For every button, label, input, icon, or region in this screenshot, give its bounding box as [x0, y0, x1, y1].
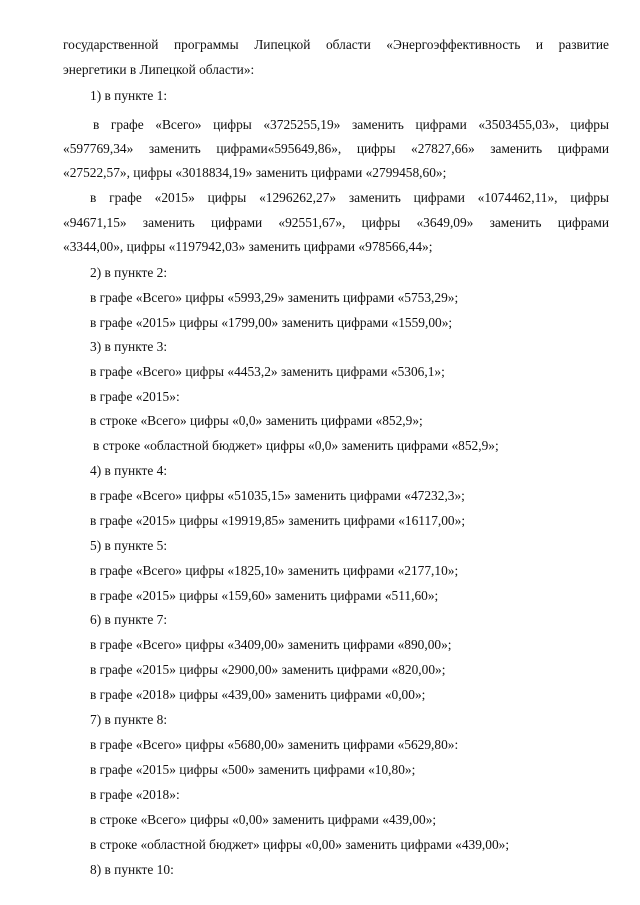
text-line: 5) в пункте 5:: [90, 538, 168, 553]
text-line: в графе «Всего» цифры «1825,10» заменить цифрами «2177,10»;: [90, 563, 459, 578]
text-line: в строке «Всего» цифры «0,00» заменить цифрами «439,00»;: [90, 812, 437, 827]
text-line: 7) в пункте 8:: [90, 712, 168, 727]
text-line: 6) в пункте 7:: [90, 612, 168, 627]
text-line: в графе «2015» цифры «1799,00» заменить цифрами «1559,00»;: [90, 315, 453, 330]
text-line: в графе «2015» цифры «19919,85» заменить цифрами «16117,00»;: [90, 513, 466, 528]
text-line: 4) в пункте 4:: [90, 463, 168, 478]
text-line: в графе «Всего» цифры «3725255,19» заменить цифрами «3503455,03», цифры: [93, 117, 609, 132]
text-line: в графе «2015» цифры «2900,00» заменить цифрами «820,00»;: [90, 662, 446, 677]
text-line: энергетики в Липецкой области»:: [63, 62, 255, 77]
text-line: в графе «2018» цифры «439,00» заменить цифрами «0,00»;: [90, 687, 426, 702]
text-line: в строке «Всего» цифры «0,0» заменить цифрами «852,9»;: [90, 413, 423, 428]
text-line: 8) в пункте 10:: [90, 862, 174, 877]
text-line: «3344,00», цифры «1197942,03» заменить цифрами «978566,44»;: [63, 239, 433, 254]
text-line: в строке «областной бюджет» цифры «0,00» заменить цифрами «439,00»;: [90, 837, 510, 852]
text-line: в графе «Всего» цифры «5993,29» заменить цифрами «5753,29»;: [90, 290, 459, 305]
text-line: «27522,57», цифры «3018834,19» заменить цифрами «2799458,60»;: [63, 165, 447, 180]
text-line: 2) в пункте 2:: [90, 265, 168, 280]
text-line: в графе «Всего» цифры «5680,00» заменить цифрами «5629,80»:: [90, 737, 459, 752]
text-line: в графе «2015» цифры «1296262,27» заменить цифрами «1074462,11», цифры: [90, 190, 609, 205]
text-line: «94671,15» заменить цифрами «92551,67», цифры «3649,09» заменить цифрами: [63, 215, 609, 230]
text-line: 1) в пункте 1:: [90, 88, 168, 103]
text-line: в графе «2015» цифры «159,60» заменить цифрами «511,60»;: [90, 588, 439, 603]
text-line: в графе «Всего» цифры «51035,15» заменить цифрами «47232,3»;: [90, 488, 465, 503]
text-line: в графе «2015» цифры «500» заменить цифрами «10,80»;: [90, 762, 416, 777]
text-line: в графе «Всего» цифры «3409,00» заменить цифрами «890,00»;: [90, 637, 452, 652]
text-line: 3) в пункте 3:: [90, 339, 168, 354]
text-line: в строке «областной бюджет» цифры «0,0» заменить цифрами «852,9»;: [93, 438, 499, 453]
text-line: «597769,34» заменить цифрами«595649,86», цифры «27827,66» заменить цифрами: [63, 141, 609, 156]
text-line: в графе «Всего» цифры «4453,2» заменить цифрами «5306,1»;: [90, 364, 445, 379]
text-line: в графе «2015»:: [90, 389, 180, 404]
text-line: в графе «2018»:: [90, 787, 180, 802]
text-line: государственной программы Липецкой области «Энергоэффективность и развитие: [63, 37, 609, 52]
